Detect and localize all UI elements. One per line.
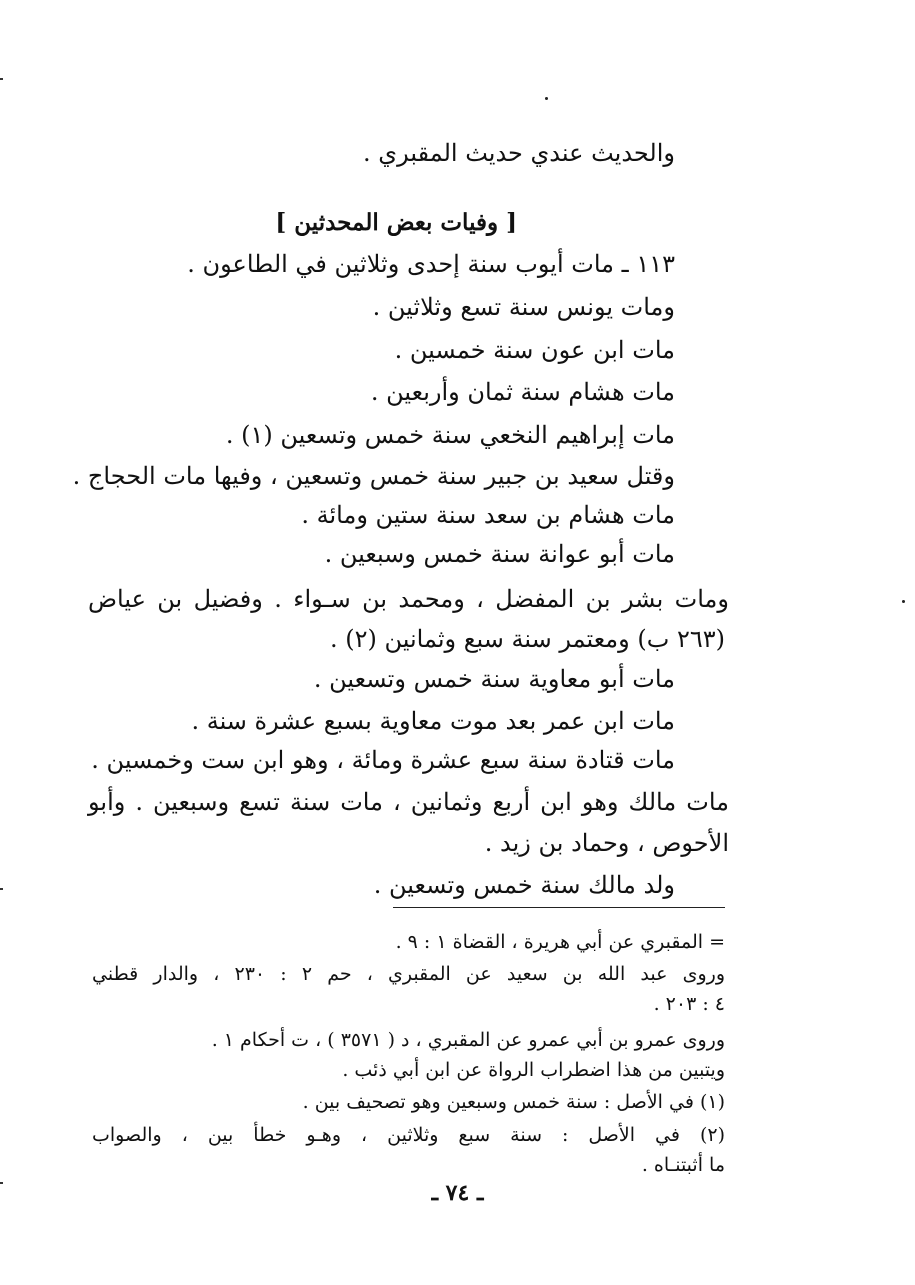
text-line: وقتل سعيد بن جبير سنة خمس وتسعين ، وفيها مات الحجاج . bbox=[72, 462, 675, 490]
text-line: الأحوص ، وحماد بن زيد . bbox=[484, 829, 729, 857]
scan-edge-mark bbox=[0, 888, 3, 890]
text-line: ومات يونس سنة تسع وثلاثين . bbox=[372, 293, 675, 321]
scan-edge-mark bbox=[0, 1182, 3, 1184]
text-line: ومات بشر بن المفضل ، ومحمد بن سـواء . وفضيل بن عياض bbox=[88, 585, 729, 613]
section-heading: [ وفيات بعض المحدثين ] bbox=[275, 209, 517, 236]
text-line: مات إبراهيم النخعي سنة خمس وتسعين (١) . bbox=[225, 421, 675, 449]
stray-mark bbox=[545, 97, 548, 100]
text-line: مات أبو معاوية سنة خمس وتسعين . bbox=[313, 665, 675, 693]
footnote-line: ما أثبتنـاه . bbox=[641, 1154, 725, 1176]
text-line: (٢٦٣ ب) ومعتمر سنة سبع وثمانين (٢) . bbox=[329, 625, 725, 653]
scan-edge-mark bbox=[0, 78, 3, 80]
text-line: ولد مالك سنة خمس وتسعين . bbox=[373, 871, 675, 899]
footnote-line: ويتبين من هذا اضطراب الرواة عن ابن أبي ذئب . bbox=[342, 1059, 725, 1081]
footnote-separator bbox=[393, 907, 725, 908]
text-line: مات هشام بن سعد سنة ستين ومائة . bbox=[301, 501, 675, 529]
page-number: ـ ٧٤ ـ bbox=[431, 1180, 484, 1206]
text-line: مات قتادة سنة سبع عشرة ومائة ، وهو ابن ست وخمسين . bbox=[91, 746, 675, 774]
footnote-line: وروى عبد الله بن سعيد عن المقبري ، حم ٢ : ٢٣٠ ، والدار قطني bbox=[92, 963, 725, 985]
text-line: مات ابن عمر بعد موت معاوية بسبع عشرة سنة . bbox=[191, 707, 675, 735]
text-line: مات ابن عون سنة خمسين . bbox=[394, 336, 675, 364]
text-line: مات مالك وهو ابن أربع وثمانين ، مات سنة تسع وسبعين . وأبو bbox=[88, 788, 729, 816]
text-line: مات أبو عوانة سنة خمس وسبعين . bbox=[324, 540, 675, 568]
text-line: والحديث عندي حديث المقبري . bbox=[363, 139, 675, 167]
text-line: ١١٣ ـ مات أيوب سنة إحدى وثلاثين في الطاعون . bbox=[187, 250, 675, 278]
scan-edge-mark bbox=[902, 600, 905, 603]
footnote-line: (١) في الأصل : سنة خمس وسبعين وهو تصحيف بين . bbox=[302, 1091, 725, 1113]
footnote-line: = المقبري عن أبي هريرة ، القضاة ١ : ٩ . bbox=[395, 931, 725, 953]
footnote-line: ٤ : ٢٠٣ . bbox=[653, 993, 725, 1015]
footnote-line: وروى عمرو بن أبي عمرو عن المقبري ، د ( ٣٥٧١ ) ، ت أحكام ١ . bbox=[211, 1029, 725, 1051]
text-line: مات هشام سنة ثمان وأربعين . bbox=[370, 378, 675, 406]
footnote-line: (٢) في الأصل : سنة سبع وثلاثين ، وهـو خطأ بين ، والصواب bbox=[92, 1124, 725, 1146]
